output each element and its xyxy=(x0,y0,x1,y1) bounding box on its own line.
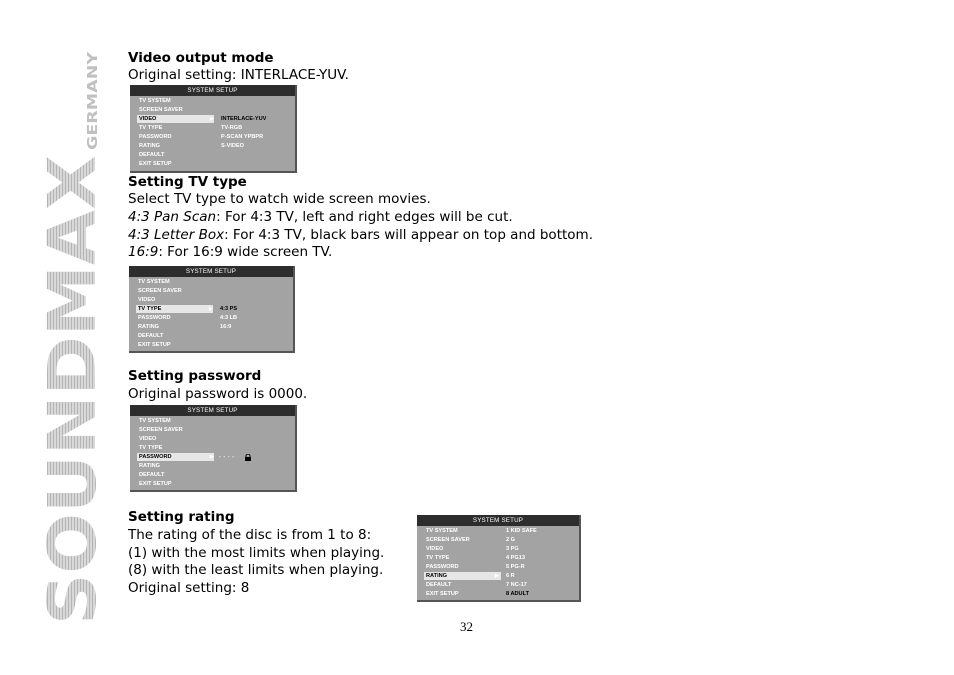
menu-item-password[interactable]: PASSWORD xyxy=(138,315,171,321)
menu-item-rating[interactable]: RATING xyxy=(139,463,161,469)
menu-item-rating[interactable]: RATING xyxy=(138,324,160,330)
menu-item-tv-system[interactable]: TV SYSTEM xyxy=(139,418,171,424)
menu-item-password[interactable]: PASSWORD xyxy=(139,134,172,140)
menu-item-rating[interactable]: RATING xyxy=(139,143,161,149)
rating-option-3[interactable]: 3 PG xyxy=(506,546,519,552)
option-16-9[interactable]: 16:9 xyxy=(220,324,232,330)
video-menu xyxy=(130,85,297,173)
arrow-right-icon: ▶ xyxy=(210,116,214,122)
arrow-right-icon: ▶ xyxy=(495,573,499,579)
rating-heading: Setting rating xyxy=(128,509,235,525)
tvtype-intro: Select TV type to watch wide screen movies. xyxy=(128,191,431,207)
password-text: Original password is 0000. xyxy=(128,386,308,402)
menu-item-tv-type[interactable]: TV TYPE xyxy=(139,445,163,451)
tvtype-pan-scan xyxy=(128,209,513,225)
menu-item-exit-setup[interactable]: EXIT SETUP xyxy=(139,161,172,167)
brand-sub: GERMANY xyxy=(86,77,101,150)
menu-item-tv-system[interactable]: TV SYSTEM xyxy=(139,98,171,104)
menu-item-exit-setup[interactable]: EXIT SETUP xyxy=(139,481,172,487)
menu-item-tv-type[interactable]: TV TYPE xyxy=(426,555,450,561)
rating-option-2[interactable]: 2 G xyxy=(506,537,516,543)
tvtype-wide xyxy=(128,244,332,260)
wide-term: 16:9 xyxy=(128,244,159,260)
wide-desc: : For 16:9 wide screen TV. xyxy=(158,244,333,260)
rating-text-4: Original setting: 8 xyxy=(128,580,250,596)
menu-item-default[interactable]: DEFAULT xyxy=(139,152,165,158)
arrow-right-icon: ▶ xyxy=(210,454,214,460)
menu-item-screen-saver[interactable]: SCREEN SAVER xyxy=(426,537,470,543)
menu-item-video[interactable]: VIDEO xyxy=(139,436,157,442)
menu-item-screen-saver[interactable]: SCREEN SAVER xyxy=(139,427,183,433)
menu-item-default[interactable]: DEFAULT xyxy=(426,582,452,588)
menu-title: SYSTEM SETUP xyxy=(417,515,579,526)
rating-text-3: (8) with the least limits when playing. xyxy=(128,562,384,578)
tvtype-letter-box xyxy=(128,227,593,243)
menu-item-password[interactable]: PASSWORD xyxy=(426,564,459,570)
rating-option-1[interactable]: 1 KID SAFE xyxy=(506,528,537,534)
rating-option-5[interactable]: 5 PG-R xyxy=(506,564,525,570)
rating-text-1: The rating of the disc is from 1 to 8: xyxy=(128,527,372,543)
menu-item-video[interactable]: VIDEO xyxy=(426,546,444,552)
password-menu xyxy=(130,405,297,492)
lock-icon xyxy=(243,454,253,461)
option-4-3-lb[interactable]: 4:3 LB xyxy=(220,315,238,321)
menu-title: SYSTEM SETUP xyxy=(130,85,295,96)
option-interlace-yuv[interactable]: INTERLACE-YUV xyxy=(221,116,267,122)
brand-logo xyxy=(20,40,110,630)
rating-option-6[interactable]: 6 R xyxy=(506,573,515,579)
menu-item-tv-type[interactable]: TV TYPE xyxy=(139,125,163,131)
arrow-right-icon: ▶ xyxy=(209,306,213,312)
page-number: 32 xyxy=(460,619,473,634)
rating-menu xyxy=(417,515,581,602)
menu-item-password[interactable]: PASSWORD xyxy=(137,453,214,461)
menu-item-video[interactable]: VIDEO xyxy=(137,115,214,123)
password-field[interactable]: - - - - xyxy=(219,454,235,460)
brand-word: SOUNDMAX xyxy=(34,190,110,625)
video-text: Original setting: INTERLACE-YUV. xyxy=(128,67,349,83)
pan-scan-desc: : For 4:3 TV, left and right edges will be cut. xyxy=(216,209,513,225)
menu-item-default[interactable]: DEFAULT xyxy=(139,472,165,478)
brand-logo-graphic xyxy=(20,40,110,630)
menu-item-video[interactable]: VIDEO xyxy=(138,297,156,303)
video-heading: Video output mode xyxy=(128,50,274,66)
option-4-3-ps[interactable]: 4:3 PS xyxy=(220,306,238,312)
menu-item-exit-setup[interactable]: EXIT SETUP xyxy=(426,591,459,597)
rating-option-8[interactable]: 8 ADULT xyxy=(506,591,529,597)
menu-title: SYSTEM SETUP xyxy=(129,266,293,277)
menu-item-screen-saver[interactable]: SCREEN SAVER xyxy=(138,288,182,294)
pan-scan-term: 4:3 Pan Scan xyxy=(128,209,217,225)
password-heading: Setting password xyxy=(128,368,262,384)
rating-option-7[interactable]: 7 NC-17 xyxy=(506,582,527,588)
option-s-video[interactable]: S-VIDEO xyxy=(221,143,245,149)
menu-item-rating[interactable]: RATING xyxy=(424,572,501,580)
rating-option-4[interactable]: 4 PG13 xyxy=(506,555,525,561)
option-tv-rgb[interactable]: TV-RGB xyxy=(221,125,243,131)
rating-text-2: (1) with the most limits when playing. xyxy=(128,545,385,561)
menu-item-default[interactable]: DEFAULT xyxy=(138,333,164,339)
menu-item-tv-type[interactable]: TV TYPE xyxy=(136,305,213,313)
menu-item-exit-setup[interactable]: EXIT SETUP xyxy=(138,342,171,348)
option-p-scan-ypbpr[interactable]: P-SCAN YPBPR xyxy=(221,134,264,140)
letter-box-term: 4:3 Letter Box xyxy=(128,227,225,243)
letter-box-desc: : For 4:3 TV, black bars will appear on top and bottom. xyxy=(224,227,593,243)
tvtype-menu xyxy=(129,266,295,353)
menu-item-tv-system[interactable]: TV SYSTEM xyxy=(138,279,170,285)
tvtype-heading: Setting TV type xyxy=(128,174,247,190)
menu-title: SYSTEM SETUP xyxy=(130,405,295,416)
menu-item-screen-saver[interactable]: SCREEN SAVER xyxy=(139,107,183,113)
menu-item-tv-system[interactable]: TV SYSTEM xyxy=(426,528,458,534)
